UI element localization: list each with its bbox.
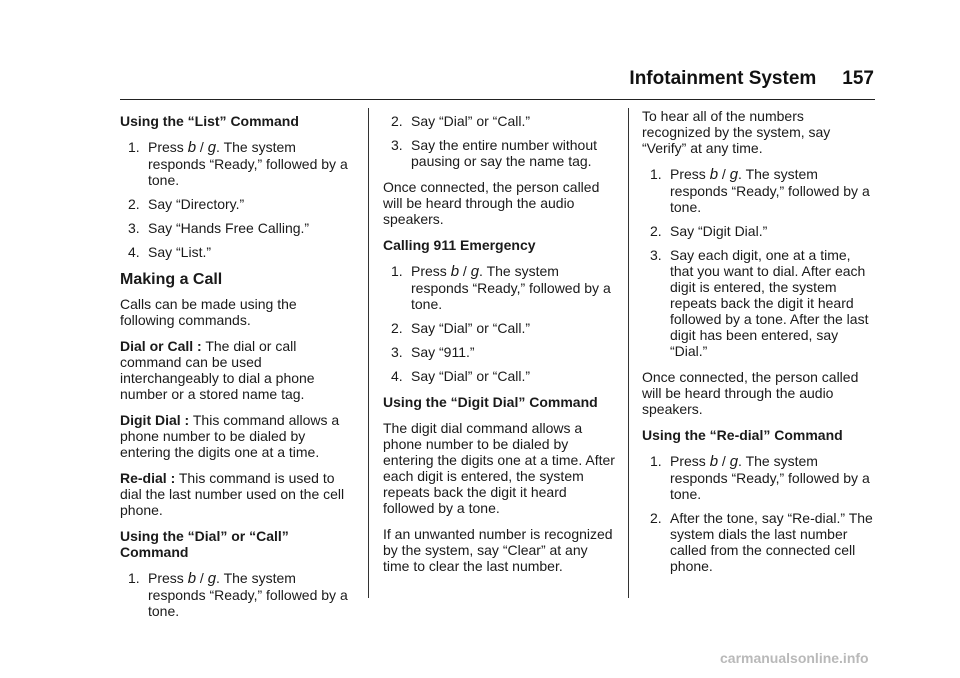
voice-icon: g — [207, 139, 217, 156]
section-title: Infotainment System — [629, 68, 817, 89]
phone-icon: b — [450, 263, 460, 280]
dial-call-heading: Using the “Dial” or “Call” Command — [120, 528, 289, 560]
list-item: 2. Say “Directory.” — [128, 196, 245, 212]
watermark: carmanualsonline.info — [720, 650, 869, 666]
list-item: 2. Say “Digit Dial.” — [650, 223, 768, 239]
list-item: 1. Press b / g. The system responds “Ready,” followed by a tone. — [391, 263, 611, 312]
column-3 — [642, 108, 876, 584]
phone-icon: b — [187, 570, 197, 587]
list-item: 1. Press b / g. The system responds “Ready,” followed by a tone. — [128, 139, 348, 188]
list-command-heading: Using the “List” Command — [120, 113, 299, 129]
list-item: 2. Say “Dial” or “Call.” — [391, 113, 531, 129]
phone-icon: b — [709, 453, 719, 470]
dial-call-steps-cont — [383, 113, 617, 169]
connected-text: Once connected, the person called will be heard through the audio speakers. — [642, 369, 859, 417]
unwanted-number-text: If an unwanted number is recognized by the system, say “Clear” at any time to clear the last number. — [383, 526, 613, 574]
redial-heading: Using the “Re-dial” Command — [642, 427, 843, 443]
column-divider-2 — [628, 108, 629, 598]
list-item: 3. Say the entire number without pausing or say the name tag. — [391, 137, 597, 169]
list-item: 1. Press b / g. The system responds “Ready,” followed by a tone. — [650, 166, 870, 215]
voice-icon: g — [207, 570, 217, 587]
digit-dial-definition: Digit Dial : This command allows a phone number to be dialed by entering the digits one at a time. — [120, 412, 340, 460]
list-command-steps — [120, 139, 354, 260]
making-call-heading: Making a Call — [120, 271, 223, 288]
list-item: 2. After the tone, say “Re-dial.” The system dials the last number called from the connected cell phone. — [650, 510, 873, 574]
list-item: 4. Say “Dial” or “Call.” — [391, 368, 531, 384]
emergency-heading: Calling 911 Emergency — [383, 237, 536, 253]
redial-definition: Re-dial : This command is used to dial the last number used on the cell phone. — [120, 470, 345, 518]
dial-call-steps — [120, 570, 354, 619]
list-item: 3. Say “911.” — [391, 344, 475, 360]
list-item: 3. Say “Hands Free Calling.” — [128, 220, 310, 236]
digit-dial-heading: Using the “Digit Dial” Command — [383, 394, 598, 410]
list-item: 2. Say “Dial” or “Call.” — [391, 320, 531, 336]
voice-icon: g — [470, 263, 480, 280]
dial-or-call-definition: Dial or Call : The dial or call command can be used interchangeably to dial a phone number or a stored name tag. — [120, 338, 315, 402]
column-divider-1 — [368, 108, 369, 598]
page-number: 157 — [842, 68, 874, 89]
digit-dial-intro: The digit dial command allows a phone number to be dialed by entering the digits one at a time. After each digit is entered, the system repeats back the digit it heard followed by a tone. — [383, 420, 615, 516]
list-item: 1. Press b / g. The system responds “Ready,” followed by a tone. — [650, 453, 870, 502]
list-item: 4. Say “List.” — [128, 244, 212, 260]
column-1 — [120, 108, 354, 629]
page-header — [629, 68, 874, 90]
verify-text: To hear all of the numbers recognized by the system, say “Verify” at any time. — [642, 108, 831, 156]
list-item: 1. Press b / g. The system responds “Ready,” followed by a tone. — [128, 570, 348, 619]
list-item: 3. Say each digit, one at a time, that you want to dial. After each digit is entered, the system repeats back the digit it heard followed by a tone. After the last digit has been entered, say “Dial.” — [650, 247, 869, 359]
voice-icon: g — [729, 453, 739, 470]
redial-steps — [642, 453, 876, 574]
emergency-steps — [383, 263, 617, 384]
column-2 — [383, 108, 617, 584]
phone-icon: b — [709, 166, 719, 183]
making-call-intro: Calls can be made using the following commands. — [120, 296, 297, 328]
header-rule — [120, 99, 875, 100]
phone-icon: b — [187, 139, 197, 156]
connected-text: Once connected, the person called will be heard through the audio speakers. — [383, 179, 600, 227]
digit-dial-steps — [642, 166, 876, 359]
voice-icon: g — [729, 166, 739, 183]
